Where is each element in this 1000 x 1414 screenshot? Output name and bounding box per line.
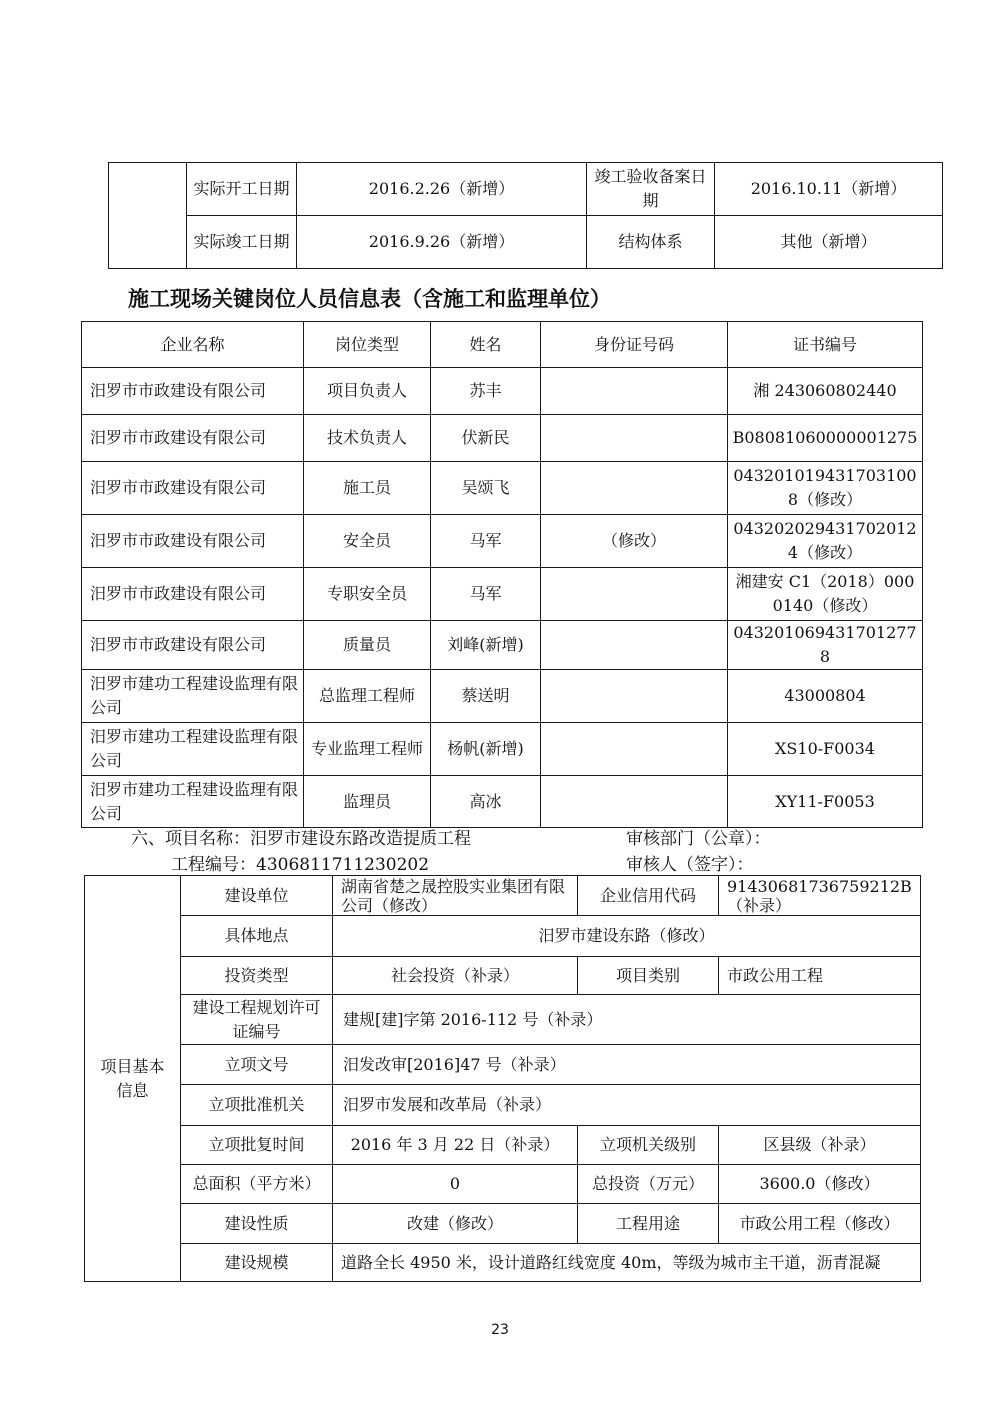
structure-system-value: 其他（新增） bbox=[715, 216, 943, 269]
actual-start-value: 2016.2.26（新增） bbox=[297, 163, 587, 216]
id-cell bbox=[541, 723, 728, 776]
id-cell bbox=[541, 568, 728, 621]
credit-code-value: 91430681736759212B（补录） bbox=[719, 876, 921, 916]
review-department-line: 审核部门（公章）： bbox=[626, 829, 771, 849]
id-cell: （修改） bbox=[541, 515, 728, 568]
cert-cell: XY11-F0053 bbox=[728, 776, 923, 828]
name-cell: 杨帆(新增) bbox=[431, 723, 541, 776]
project-category-value: 市政公用工程 bbox=[719, 957, 921, 995]
name-cell: 高冰 bbox=[431, 776, 541, 828]
company-cell: 汨罗市建功工程建设监理有限公司 bbox=[82, 670, 304, 723]
cert-cell: XS10-F0034 bbox=[728, 723, 923, 776]
company-cell: 汨罗市建功工程建设监理有限公司 bbox=[82, 723, 304, 776]
header-name: 姓名 bbox=[431, 322, 541, 368]
company-cell: 汨罗市建功工程建设监理有限公司 bbox=[82, 776, 304, 828]
table-row bbox=[82, 415, 923, 462]
company-cell: 汨罗市市政建设有限公司 bbox=[82, 462, 304, 515]
header-position: 岗位类型 bbox=[304, 322, 431, 368]
name-cell: 刘峰(新增) bbox=[431, 621, 541, 670]
table-row bbox=[82, 723, 923, 776]
header-company: 企业名称 bbox=[82, 322, 304, 368]
table-row bbox=[82, 462, 923, 515]
approval-number-label: 立项文号 bbox=[181, 1045, 333, 1085]
company-cell: 汨罗市市政建设有限公司 bbox=[82, 415, 304, 462]
position-cell: 专业监理工程师 bbox=[304, 723, 431, 776]
name-cell: 苏丰 bbox=[431, 368, 541, 415]
construction-scale-label: 建设规模 bbox=[181, 1244, 333, 1282]
actual-completion-label: 实际竣工日期 bbox=[187, 216, 297, 269]
approval-time-label: 立项批复时间 bbox=[181, 1126, 333, 1165]
personnel-header-row bbox=[82, 322, 923, 368]
project-usage-value: 市政公用工程（修改） bbox=[719, 1204, 921, 1244]
position-cell: 监理员 bbox=[304, 776, 431, 828]
cert-cell: B08081060000001275 bbox=[728, 415, 923, 462]
builder-value: 湖南省楚之晟控股实业集团有限公司（修改） bbox=[333, 876, 578, 916]
actual-start-label: 实际开工日期 bbox=[187, 163, 297, 216]
name-cell: 吴颂飞 bbox=[431, 462, 541, 515]
acceptance-filing-label: 竣工验收备案日期 bbox=[587, 163, 715, 216]
page-number: 23 bbox=[491, 1322, 509, 1338]
id-cell bbox=[541, 368, 728, 415]
project-category-label: 项目类别 bbox=[578, 957, 719, 995]
table-row bbox=[82, 670, 923, 723]
position-cell: 质量员 bbox=[304, 621, 431, 670]
project-number-line: 工程编号：4306811711230202 bbox=[171, 855, 430, 875]
id-cell bbox=[541, 621, 728, 670]
header-certificate: 证书编号 bbox=[728, 322, 923, 368]
completion-dates-table bbox=[108, 162, 943, 269]
planning-permit-label: 建设工程规划许可证编号 bbox=[181, 995, 333, 1045]
position-cell: 总监理工程师 bbox=[304, 670, 431, 723]
id-cell bbox=[541, 462, 728, 515]
empty-group-cell bbox=[109, 163, 187, 269]
authority-level-label: 立项机关级别 bbox=[578, 1126, 719, 1165]
construction-scale-value: 道路全长 4950 米，设计道路红线宽度 40m，等级为城市主干道，沥青混凝 bbox=[333, 1244, 921, 1282]
construction-nature-label: 建设性质 bbox=[181, 1204, 333, 1244]
acceptance-filing-value: 2016.10.11（新增） bbox=[715, 163, 943, 216]
position-cell: 项目负责人 bbox=[304, 368, 431, 415]
basic-info-group-label: 项目基本信息 bbox=[85, 876, 181, 1282]
approval-authority-value: 汨罗市发展和改革局（补录） bbox=[333, 1085, 921, 1126]
company-cell: 汨罗市市政建设有限公司 bbox=[82, 515, 304, 568]
name-cell: 伏新民 bbox=[431, 415, 541, 462]
cert-cell: 湘建安 C1（2018）0000140（修改） bbox=[728, 568, 923, 621]
approval-authority-label: 立项批准机关 bbox=[181, 1085, 333, 1126]
position-cell: 安全员 bbox=[304, 515, 431, 568]
id-cell bbox=[541, 415, 728, 462]
total-investment-label: 总投资（万元） bbox=[578, 1165, 719, 1204]
name-cell: 马军 bbox=[431, 515, 541, 568]
builder-label: 建设单位 bbox=[181, 876, 333, 916]
structure-system-label: 结构体系 bbox=[587, 216, 715, 269]
cert-cell: 0432010194317031008（修改） bbox=[728, 462, 923, 515]
authority-level-value: 区县级（补录） bbox=[719, 1126, 921, 1165]
reviewer-signature-line: 审核人（签字）： bbox=[626, 855, 754, 875]
investment-type-label: 投资类型 bbox=[181, 957, 333, 995]
planning-permit-value: 建规[建]字第 2016-112 号（补录） bbox=[333, 995, 921, 1045]
location-label: 具体地点 bbox=[181, 916, 333, 957]
position-cell: 专职安全员 bbox=[304, 568, 431, 621]
table-row bbox=[82, 621, 923, 670]
construction-nature-value: 改建（修改） bbox=[333, 1204, 578, 1244]
approval-time-value: 2016 年 3 月 22 日（补录） bbox=[333, 1126, 578, 1165]
credit-code-label: 企业信用代码 bbox=[578, 876, 719, 916]
table-row bbox=[82, 568, 923, 621]
actual-completion-value: 2016.9.26（新增） bbox=[297, 216, 587, 269]
cert-cell: 43000804 bbox=[728, 670, 923, 723]
cert-cell: 湘 243060802440 bbox=[728, 368, 923, 415]
project-basic-info-table bbox=[84, 875, 921, 1282]
table-row bbox=[82, 776, 923, 828]
company-cell: 汨罗市市政建设有限公司 bbox=[82, 621, 304, 670]
position-cell: 技术负责人 bbox=[304, 415, 431, 462]
table-row bbox=[82, 515, 923, 568]
id-cell bbox=[541, 776, 728, 828]
approval-number-value: 汨发改审[2016]47 号（补录） bbox=[333, 1045, 921, 1085]
project-usage-label: 工程用途 bbox=[578, 1204, 719, 1244]
personnel-table bbox=[81, 321, 923, 828]
cert-cell: 0432020294317020124（修改） bbox=[728, 515, 923, 568]
name-cell: 蔡送明 bbox=[431, 670, 541, 723]
company-cell: 汨罗市市政建设有限公司 bbox=[82, 368, 304, 415]
company-cell: 汨罗市市政建设有限公司 bbox=[82, 568, 304, 621]
total-investment-value: 3600.0（修改） bbox=[719, 1165, 921, 1204]
cert-cell: 0432010694317012778 bbox=[728, 621, 923, 670]
total-area-label: 总面积（平方米） bbox=[181, 1165, 333, 1204]
header-id-number: 身份证号码 bbox=[541, 322, 728, 368]
investment-type-value: 社会投资（补录） bbox=[333, 957, 578, 995]
table-row bbox=[82, 368, 923, 415]
total-area-value: 0 bbox=[333, 1165, 578, 1204]
personnel-table-title: 施工现场关键岗位人员信息表（含施工和监理单位） bbox=[128, 287, 611, 311]
position-cell: 施工员 bbox=[304, 462, 431, 515]
id-cell bbox=[541, 670, 728, 723]
project-name-line: 六、项目名称：汨罗市建设东路改造提质工程 bbox=[131, 829, 471, 849]
name-cell: 马军 bbox=[431, 568, 541, 621]
location-value: 汨罗市建设东路（修改） bbox=[333, 916, 921, 957]
